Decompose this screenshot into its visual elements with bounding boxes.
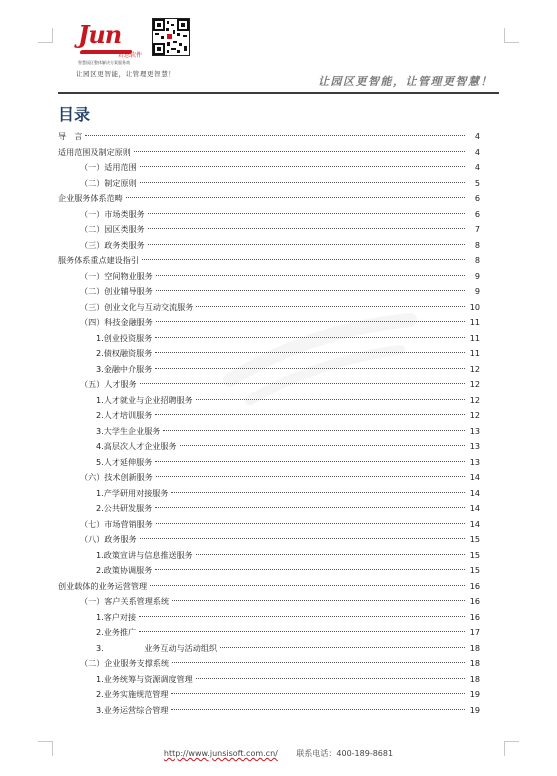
toc-entry[interactable] — [58, 455, 480, 471]
toc-entry[interactable] — [58, 222, 480, 238]
logo-cn-name: 君思软件 — [118, 52, 143, 59]
toc-entry[interactable] — [58, 532, 480, 548]
toc-leader-dots — [139, 631, 465, 632]
toc-entry-label: （一）市场类服务 — [80, 208, 145, 219]
toc-entry-page: 4 — [474, 131, 480, 141]
toc-leader-dots — [156, 290, 465, 291]
toc-entry-page: 14 — [469, 472, 480, 482]
toc-entry[interactable] — [58, 238, 480, 254]
toc-entry-label: （二）创业辅导服务 — [80, 286, 153, 296]
toc-leader-dots — [156, 275, 465, 276]
toc-entry[interactable] — [58, 486, 480, 502]
toc-leader-dots — [148, 244, 465, 245]
toc-entry-label: （一）适用范围 — [80, 162, 137, 172]
toc-leader-dots — [155, 507, 465, 508]
toc-entry-page: 17 — [469, 627, 480, 637]
toc-entry-page: 13 — [469, 441, 480, 451]
toc-leader-dots — [171, 693, 465, 694]
logo-wordmark: Jun — [78, 20, 122, 49]
crop-mark-top-left — [38, 28, 53, 43]
toc-entry[interactable] — [58, 687, 480, 703]
toc-entry-page: 8 — [474, 255, 480, 265]
toc-entry-label: （三）政务类服务 — [80, 239, 145, 250]
toc-entry-label: 3.金融中介服务 — [96, 363, 153, 374]
toc-entry[interactable] — [58, 331, 480, 347]
toc-entry-page: 12 — [469, 363, 480, 374]
toc-entry[interactable] — [58, 315, 480, 331]
toc-entry-page: 15 — [469, 565, 480, 575]
toc-entry-page: 13 — [469, 425, 480, 436]
toc-entry[interactable] — [58, 362, 480, 378]
toc-entry-page: 18 — [469, 658, 480, 668]
toc-leader-dots — [163, 430, 465, 431]
toc-entry[interactable] — [58, 672, 480, 688]
toc-entry-label: 1.人才就业与企业招聘服务 — [96, 394, 193, 405]
toc-leader-dots — [196, 678, 465, 679]
toc-entry-label: 5.人才延伸服务 — [96, 456, 153, 467]
toc-entry-page: 9 — [474, 286, 480, 296]
toc-entry-label: 1.业务统筹与资源调度管理 — [96, 673, 193, 684]
toc-entry[interactable] — [58, 253, 480, 269]
toc-entry-page: 11 — [469, 317, 480, 327]
toc-entry[interactable] — [58, 269, 480, 285]
toc-entry-label: （三）创业文化与互动交流服务 — [80, 301, 194, 312]
toc-entry-label: （七）市场营销服务 — [80, 518, 153, 529]
toc-leader-dots — [148, 213, 465, 214]
logo-tagline: 智慧园区整体解决方案服务商 — [78, 60, 130, 65]
toc-leader-dots — [148, 228, 465, 229]
toc-entry-page: 11 — [469, 332, 480, 343]
toc-entry-label: 1.政策宣讲与信息推送服务 — [96, 549, 193, 560]
toc-entry[interactable] — [58, 145, 480, 161]
toc-entry[interactable] — [58, 207, 480, 223]
toc-entry-label: 1.客户对接 — [96, 611, 137, 622]
toc-leader-dots — [155, 461, 465, 462]
toc-leader-dots — [140, 166, 465, 167]
toc-entry[interactable] — [58, 408, 480, 424]
toc-entry[interactable] — [58, 703, 480, 719]
company-logo — [78, 20, 148, 64]
toc-leader-dots — [139, 616, 465, 617]
toc-leader-dots — [196, 554, 465, 555]
header-slogan: 让园区更智能，让管理更智慧！ — [76, 70, 176, 78]
toc-entry-page: 10 — [469, 301, 480, 312]
toc-entry[interactable] — [58, 548, 480, 564]
toc-entry[interactable] — [58, 377, 480, 393]
toc-entry-label: 2.业务推广 — [96, 627, 137, 637]
toc-leader-dots — [220, 647, 465, 648]
header-slogan-italic: 让园区更智能，让管理更智慧！ — [318, 75, 493, 88]
toc-entry-label: （八）政务服务 — [80, 534, 137, 544]
toc-leader-dots — [156, 321, 465, 322]
toc-leader-dots — [142, 259, 465, 260]
toc-entry[interactable] — [58, 160, 480, 176]
toc-entry[interactable] — [58, 346, 480, 362]
toc-entry[interactable] — [58, 517, 480, 533]
toc-entry-page: 8 — [474, 239, 480, 250]
toc-entry[interactable] — [58, 579, 480, 595]
toc-title: 目录 — [58, 105, 91, 124]
toc-entry-page: 16 — [469, 596, 480, 606]
toc-entry[interactable] — [58, 610, 480, 626]
toc-entry-page: 12 — [469, 394, 480, 405]
toc-entry-label: （二）园区类服务 — [80, 224, 145, 234]
toc-entry[interactable] — [58, 129, 480, 145]
table-of-contents — [58, 129, 480, 718]
toc-leader-dots — [140, 538, 465, 539]
toc-entry-label: 2.公共研发服务 — [96, 503, 153, 513]
toc-leader-dots — [172, 600, 465, 601]
toc-leader-dots — [171, 709, 465, 710]
toc-entry[interactable] — [58, 656, 480, 672]
toc-leader-dots — [155, 569, 465, 570]
toc-entry-page: 12 — [469, 379, 480, 389]
toc-entry-page: 4 — [474, 146, 480, 157]
toc-entry-page: 4 — [474, 162, 480, 172]
toc-entry-label: 适用范围及制定原则 — [58, 146, 131, 157]
toc-leader-dots — [140, 182, 465, 183]
toc-entry-page: 18 — [469, 673, 480, 684]
toc-leader-dots — [155, 414, 465, 415]
toc-entry-label: 3.业务运营综合管理 — [96, 704, 169, 715]
toc-entry-label: 3. 业务互动与活动组织 — [96, 642, 218, 653]
toc-entry-page: 15 — [469, 549, 480, 560]
toc-leader-dots — [150, 585, 465, 586]
toc-entry-page: 11 — [469, 348, 480, 358]
toc-entry[interactable] — [58, 284, 480, 300]
footer-website-link[interactable]: http://www.junsisoft.com.cn/ — [163, 749, 278, 758]
toc-entry-label: 3.大学生企业服务 — [96, 425, 161, 436]
toc-entry-label: 企业服务体系范畴 — [58, 193, 123, 203]
toc-leader-dots — [171, 492, 465, 493]
toc-entry[interactable] — [58, 563, 480, 579]
toc-leader-dots — [156, 523, 465, 524]
toc-entry-page: 18 — [469, 642, 480, 653]
toc-leader-dots — [140, 383, 465, 384]
toc-entry-page: 5 — [474, 177, 480, 188]
toc-entry-label: 2.业务实施规范管理 — [96, 689, 169, 699]
toc-entry-page: 14 — [469, 518, 480, 529]
toc-entry[interactable] — [58, 641, 480, 657]
toc-entry[interactable] — [58, 594, 480, 610]
toc-entry-label: （四）科技金融服务 — [80, 317, 153, 327]
toc-entry[interactable] — [58, 501, 480, 517]
toc-entry-page: 16 — [469, 611, 480, 622]
toc-entry-label: （一）客户关系管理系统 — [80, 596, 170, 606]
toc-entry-page: 14 — [469, 503, 480, 513]
page-footer — [0, 748, 557, 759]
toc-entry[interactable] — [58, 191, 480, 207]
toc-entry-label: 2.政策协调服务 — [96, 565, 153, 575]
toc-leader-dots — [196, 399, 465, 400]
crop-mark-top-right — [504, 28, 519, 43]
toc-entry-label: 服务体系重点建设指引 — [58, 255, 139, 265]
header-divider — [58, 92, 499, 94]
toc-entry[interactable] — [58, 439, 480, 455]
toc-entry-label: （六）技术创新服务 — [80, 472, 153, 482]
toc-entry-label: 2.债权融资服务 — [96, 348, 153, 358]
toc-entry-label: 1.产学研用对接服务 — [96, 487, 169, 498]
toc-leader-dots — [196, 306, 465, 307]
toc-leader-dots — [126, 197, 465, 198]
toc-entry-label: 4.高层次人才企业服务 — [96, 441, 177, 451]
toc-entry-label: （五）人才服务 — [80, 379, 137, 389]
toc-entry-label: 1.创业投资服务 — [96, 332, 153, 343]
toc-entry[interactable] — [58, 176, 480, 192]
toc-entry-label: （二）制定原则 — [80, 177, 137, 188]
toc-leader-dots — [155, 352, 465, 353]
toc-entry[interactable] — [58, 393, 480, 409]
toc-leader-dots — [155, 337, 465, 338]
toc-entry-label: 2.人才培训服务 — [96, 410, 153, 420]
toc-entry-page: 6 — [474, 208, 480, 219]
footer-contact: 联系电话：400-189-8681 — [296, 749, 394, 758]
toc-entry-page: 12 — [469, 410, 480, 420]
toc-entry-label: 创业载体的业务运营管理 — [58, 580, 148, 591]
toc-leader-dots — [156, 476, 465, 477]
toc-entry[interactable] — [58, 625, 480, 641]
toc-leader-dots — [85, 135, 465, 136]
toc-entry-label: （二）企业服务支撑系统 — [80, 658, 170, 668]
qr-code-icon — [152, 18, 190, 56]
toc-leader-dots — [155, 368, 465, 369]
toc-entry-page: 6 — [474, 193, 480, 203]
toc-entry[interactable] — [58, 300, 480, 316]
toc-entry-page: 19 — [469, 704, 480, 715]
toc-leader-dots — [180, 445, 465, 446]
toc-entry-page: 9 — [474, 270, 480, 281]
toc-entry-page: 14 — [469, 487, 480, 498]
toc-entry[interactable] — [58, 470, 480, 486]
toc-entry-page: 7 — [474, 224, 480, 234]
toc-entry-page: 13 — [469, 456, 480, 467]
toc-leader-dots — [134, 151, 465, 152]
toc-entry-label: 导 言 — [58, 131, 83, 141]
toc-entry[interactable] — [58, 424, 480, 440]
toc-entry-label: （一）空间物业服务 — [80, 270, 153, 281]
toc-entry-page: 15 — [469, 534, 480, 544]
toc-leader-dots — [172, 662, 465, 663]
toc-entry-page: 16 — [469, 580, 480, 591]
toc-entry-page: 19 — [469, 689, 480, 699]
